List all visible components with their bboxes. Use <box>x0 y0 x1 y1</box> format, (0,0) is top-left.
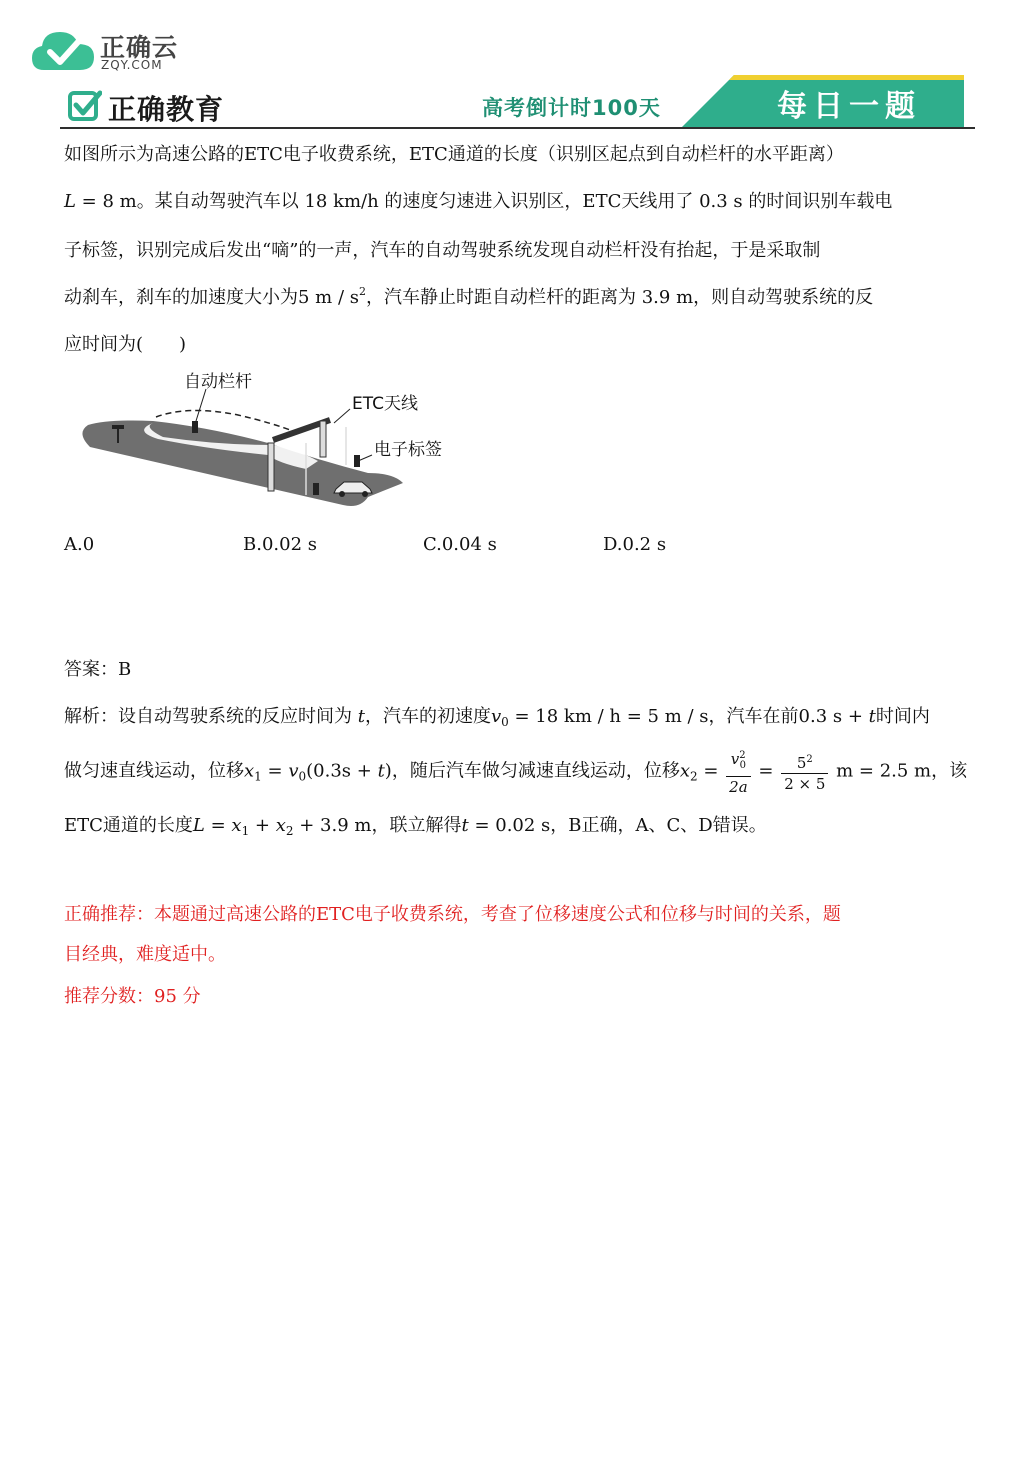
cloud-check-icon <box>30 24 98 76</box>
analysis-text: 做匀速直线运动，位移 <box>64 760 244 782</box>
paren-close: ) <box>384 760 392 782</box>
label-antenna: ETC天线 <box>352 394 418 414</box>
brand-name: 正确云 <box>100 33 179 62</box>
label-tag: 电子标签 <box>374 440 442 460</box>
gantry-left-pole <box>268 443 274 491</box>
fraction-5sq <box>781 750 828 794</box>
barrier-leader <box>196 389 206 421</box>
var-t: t <box>357 706 365 727</box>
analysis-line-2 <box>64 746 968 796</box>
analysis-text: ，汽车在前 <box>708 706 799 727</box>
eq: = <box>204 815 232 836</box>
gantry-right-pole <box>320 421 326 457</box>
zqy-logo <box>30 24 190 76</box>
edu-logo <box>68 88 288 124</box>
question-line-3: 子标签，识别完成后发出“嘀”的一声，汽车的自动驾驶系统发现自动栏杆没有抬起，于是采取制 <box>64 240 821 261</box>
analysis-text: ，联立解得 <box>371 815 462 836</box>
var-v: v <box>490 706 502 727</box>
time-expr: 0.3 s + <box>798 706 869 727</box>
sub-0: 0 <box>739 760 747 771</box>
recommend-line-1: 正确推荐：本题通过高速公路的ETC电子收费系统，考查了位移速度公式和位移与时间的关系，题 <box>64 904 841 925</box>
var-x: x <box>275 815 286 836</box>
frac-num: 5 <box>796 753 807 772</box>
var-t: t <box>461 815 469 836</box>
question-line-2-text: 。某自动驾驶汽车以 18 km/h 的速度匀速进入识别区，ETC天线用了 0.3 s 的时间识别车载电 <box>136 191 893 212</box>
var-x: x <box>231 815 242 836</box>
var-v: v <box>730 750 740 768</box>
analysis-line-3 <box>64 811 767 838</box>
var-t: t <box>377 760 385 782</box>
barrier-post <box>192 421 198 433</box>
analysis-text: ，随后汽车做匀减速直线运动，位移 <box>391 760 680 782</box>
option-b: B.0.02 s <box>243 534 317 555</box>
analysis-text: 时间内 <box>875 706 930 727</box>
sup-2: 2 <box>806 753 813 765</box>
sup-2: 2 <box>739 750 746 761</box>
sub-0: 0 <box>298 769 307 784</box>
answer: 答案：B <box>64 659 132 680</box>
question-line-2 <box>64 187 892 213</box>
countdown-text: 高考倒计时100天 <box>482 96 661 120</box>
option-a: A.0 <box>64 534 95 555</box>
antenna-leader <box>334 409 350 423</box>
question-line-4-a: 动刹车，刹车的加速度大小为 <box>64 287 298 308</box>
sub-1: 1 <box>254 769 262 784</box>
accel-exp: 2 <box>359 285 366 298</box>
frac-den: 2a <box>729 778 748 796</box>
eq-L: = 8 m <box>75 191 137 212</box>
analysis-text: ETC通道的长度 <box>64 815 193 836</box>
recommend-score: 推荐分数：95 分 <box>64 986 201 1007</box>
sub-0: 0 <box>501 715 509 729</box>
var-t: t <box>868 706 876 727</box>
var-L: L <box>64 191 76 212</box>
sub-2: 2 <box>285 824 294 838</box>
sub-2: 2 <box>689 769 698 784</box>
fraction-v2-2a <box>726 746 751 797</box>
var-L: L <box>192 815 205 836</box>
banner-label: 每日一题 <box>777 89 921 124</box>
analysis-text: ，B正确，A、C、D错误。 <box>550 815 767 836</box>
option-c: C.0.04 s <box>423 534 497 555</box>
frac-den: 2 × 5 <box>784 774 826 793</box>
length-rest: + 3.9 m <box>293 815 372 836</box>
t-result: = 0.02 s <box>468 815 551 836</box>
analysis-text: 解析：设自动驾驶系统的反应时间为 <box>64 706 358 727</box>
question-line-4-b: ，汽车静止时距自动栏杆的距离为 3.9 m，则自动驾驶系统的反 <box>366 287 874 308</box>
question-line-5: 应时间为( ) <box>64 334 187 355</box>
tag-leader <box>358 455 372 461</box>
recommend-line-2: 目经典，难度适中。 <box>64 944 226 965</box>
eq: = <box>752 760 780 782</box>
result: m = 2.5 m <box>830 760 932 782</box>
etc-diagram <box>68 365 468 515</box>
analysis-text: ，汽车的初速度 <box>364 706 491 727</box>
eq: = <box>261 760 289 782</box>
header-divider <box>60 127 975 129</box>
edu-brand-name: 正确教育 <box>108 93 225 126</box>
velocity-eq: = 18 km / h = 5 m / s <box>508 706 709 727</box>
sign-board <box>112 425 124 429</box>
eq: = <box>697 760 725 782</box>
plus: + <box>249 815 276 836</box>
accel-value: 5 m / s <box>298 287 359 308</box>
question-line-1: 如图所示为高速公路的ETC电子收费系统，ETC通道的长度（识别区起点到自动栏杆的水平距离） <box>64 144 844 165</box>
var-x: x <box>679 760 690 782</box>
analysis-text: ，该 <box>931 760 968 782</box>
var-v: v <box>288 760 299 782</box>
checkbox-check-icon <box>68 89 102 123</box>
paren-expr: (0.3s + <box>306 760 378 782</box>
var-x: x <box>244 760 255 782</box>
label-barrier: 自动栏杆 <box>184 372 252 392</box>
analysis-line-1 <box>64 702 930 729</box>
brand-domain: ZQY.COM <box>101 58 163 72</box>
daily-question-banner <box>682 75 982 127</box>
sub-1: 1 <box>241 824 250 838</box>
tag-post-1 <box>313 483 319 495</box>
option-d: D.0.2 s <box>603 534 667 555</box>
question-line-4 <box>64 283 873 309</box>
